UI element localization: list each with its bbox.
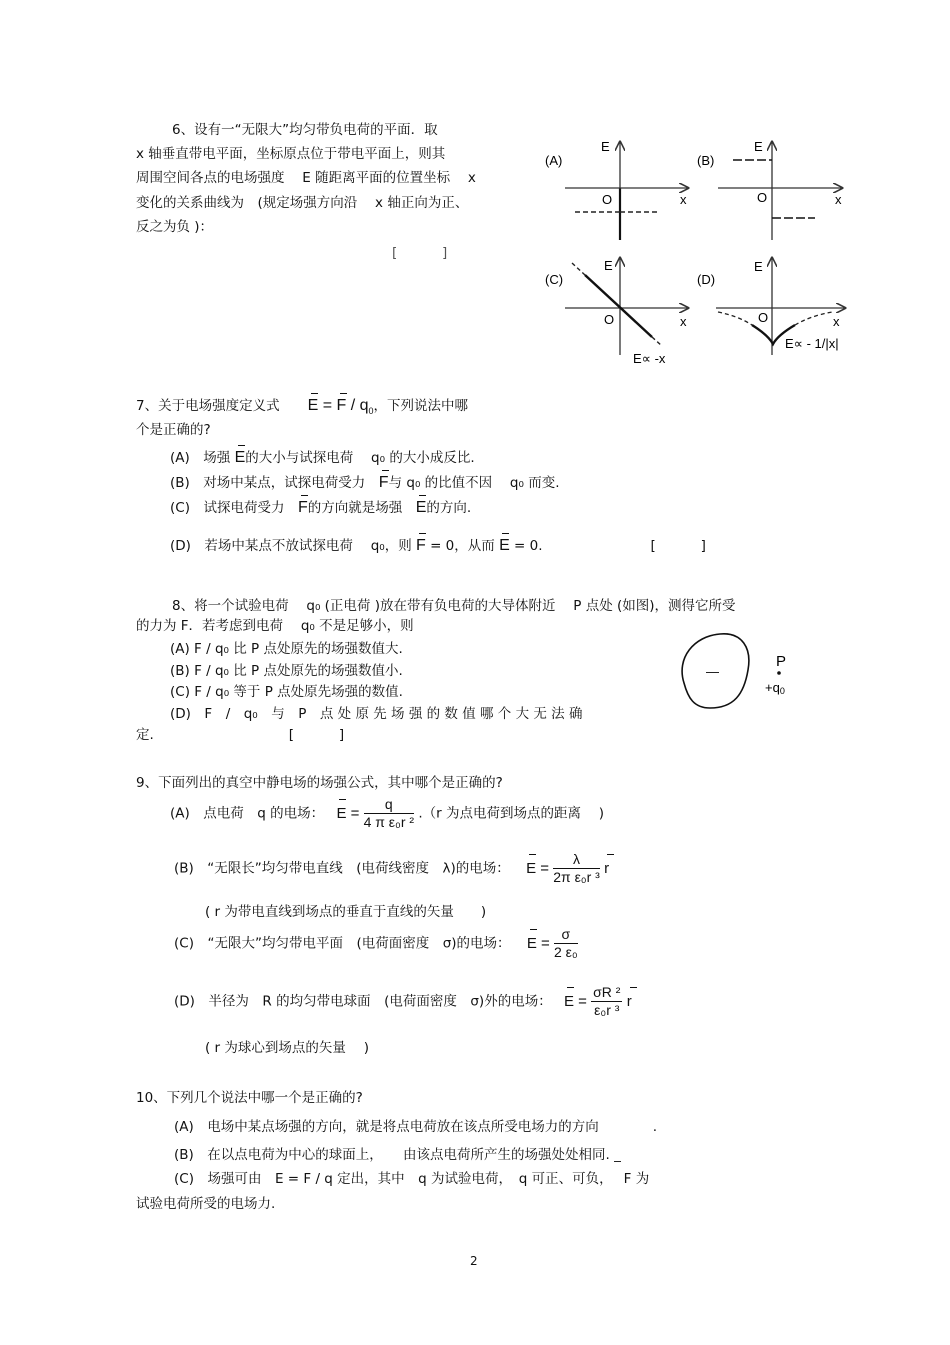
graph-d-note: E∝ - 1/|x| (785, 336, 839, 351)
svg-text:E: E (754, 139, 763, 154)
q9-option-d-note: ( r 为球心到场点的矢量 ) (205, 1040, 369, 1056)
q0-label: +q0 (765, 680, 785, 696)
q10-option-a: (A) 电场中某点场强的方向，就是将点电荷放在该点所受电场力的方向 . (174, 1119, 658, 1135)
graph-a (545, 139, 688, 240)
svg-text:x: x (680, 192, 687, 207)
svg-text:O: O (602, 192, 613, 207)
svg-text:O: O (758, 310, 769, 325)
q9-option-b-note: ( r 为带电直线到场点的垂直于直线的矢量 ) (205, 904, 487, 920)
q10-title: 10、下列几个说法中哪一个是正确的? (136, 1090, 363, 1106)
svg-text:x: x (680, 314, 687, 329)
q7-option-d: (D) 若场中某点不放试探电荷 q₀，则 F = 0，从而 E = 0. [ ] (170, 537, 706, 554)
svg-text:O: O (757, 190, 768, 205)
svg-text:E: E (601, 139, 610, 154)
q7-line-1: 7、关于电场强度定义式 $E = F / q_0$，下列说法中哪 (136, 397, 469, 417)
graph-a-label: (A) (545, 153, 563, 168)
graph-d (697, 258, 845, 355)
q7-line-2: 个是正确的? (136, 422, 211, 438)
q10-option-c: (C) 场强可由 E = F / q 定出，其中 q 为试验电荷， q 可正、可负， F 为 (174, 1171, 650, 1187)
q8-conductor-figure (672, 628, 812, 718)
q9-option-a: (A) 点电荷 q 的电场： E = $\frac{q}{\text{4 π ε₀r ²}}$ .（r 为点电荷到场点的距离 ) (170, 796, 605, 830)
graph-b (697, 139, 842, 240)
q7-option-c: (C) 试探电荷受力 F的方向就是场强 E的方向. (170, 499, 472, 516)
svg-text:O: O (604, 312, 615, 327)
svg-text:E: E (754, 259, 763, 274)
svg-text:E: E (604, 258, 613, 273)
q6-line-5: 反之为负 )： (136, 219, 214, 235)
graph-c (545, 258, 688, 366)
q6-answer-bracket: [ ] (392, 245, 448, 261)
q8-option-c: (C) F / q₀ 等于 P 点处原先场强的数值. (170, 684, 403, 700)
q6-line-3: 周围空间各点的电场强度 E 随距离平面的位置坐标 x (136, 170, 476, 186)
q8-option-d: (D) F / q₀ 与 P 点 处 原 先 场 强 的 数 值 哪 个 大 无 法 确 (170, 706, 583, 722)
q8-line-end: 定. [ ] (136, 727, 345, 743)
page-number: 2 (470, 1254, 478, 1268)
graph-c-note: E∝ -x (633, 351, 666, 366)
minus-sign: — (706, 664, 719, 679)
q6-line-4: 变化的关系曲线为 (规定场强方向沿 x 轴正向为正、 (136, 195, 469, 211)
point-p-label: P (776, 653, 787, 670)
q8-option-a: (A) F / q₀ 比 P 点处原先的场强数值大. (170, 641, 403, 657)
graph-d-label: (D) (697, 272, 716, 287)
q8-option-b: (B) F / q₀ 比 P 点处原先的场强数值小. (170, 663, 403, 679)
q7-option-a: (A) 场强 E的大小与试探电荷 q₀ 的大小成反比. (170, 449, 475, 466)
svg-text:x: x (833, 314, 840, 329)
q9-option-c: (C) “无限大”均匀带电平面 (电荷面密度 σ)的电场： E = $\frac{\sigma}{\text{2 ε₀}}$ (174, 926, 578, 960)
q8-line-1: 8、将一个试验电荷 q₀ (正电荷 )放在带有负电荷的大导体附近 P 点处 (如图)，测得它所受 (172, 598, 736, 614)
point-p (777, 671, 781, 675)
q9-option-b: (B) “无限长”均匀带电直线 (电荷线密度 λ)的电场： E = $\frac{\lambda}{\text{2π ε₀r ³}}$ r (174, 851, 610, 885)
graph-c-label: (C) (545, 272, 564, 287)
q7-option-b: (B) 对场中某点，试探电荷受力 F与 q₀ 的比值不因 q₀ 而变. (170, 474, 560, 491)
graph-b-label: (B) (697, 153, 715, 168)
q6-graphs (540, 130, 860, 375)
q9-title: 9、下面列出的真空中静电场的场强公式，其中哪个是正确的? (136, 775, 503, 791)
q10-option-c-cont: 试验电荷所受的电场力. (136, 1196, 276, 1212)
svg-text:x: x (835, 192, 842, 207)
q9-option-d: (D) 半径为 R 的均匀带电球面 (电荷面密度 σ)外的电场： E = $\frac{\text{σR ²}}{\text{ε₀r ³}}$ r (174, 984, 632, 1018)
q6-line-1: 6、设有一“无限大”均匀带负电荷的平面．取 (172, 122, 438, 138)
q10-option-b: (B) 在以点电荷为中心的球面上， 由该点电荷所产生的场强处处相同. _ (174, 1147, 621, 1163)
q8-line-2: 的力为 F．若考虑到电荷 q₀ 不是足够小，则 (136, 618, 414, 634)
q6-line-2: x 轴垂直带电平面，坐标原点位于带电平面上，则其 (136, 146, 446, 162)
